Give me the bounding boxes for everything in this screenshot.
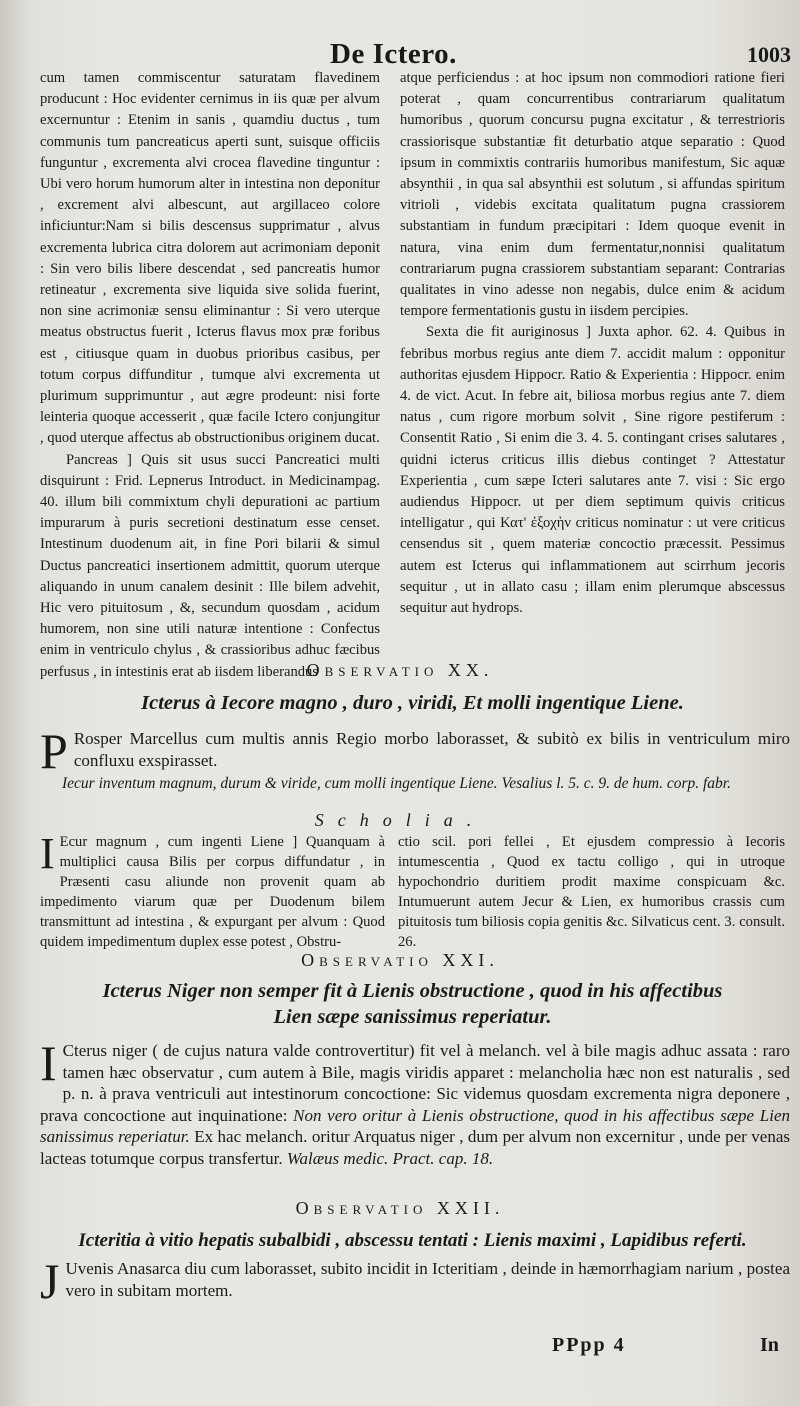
paragraph: Pancreas ] Quis sit usus succi Pancreatici multi disquirunt : Frid. Lepnerus Introduct. in Medicinampag. 40. illum bili commixtum chyli depurationi ac partium impurarum à puris secretioni destinatum esse censet. Intestinum duodenum ait, in fine Pori bilarii & simul Ductus pancreatici insertionem admittit, quorum uterque aliquando in unum canalem desinit : Ille bilem advehit, Hic vero pituitosum , &, secundum quosdam , acidum humorem, non sine utili naturæ intentione : Confectus enim in ventriculo chylus , & crassioribus adhuc fæcibus perfusus , in intestinis erat ab iisdem liberandus (40, 451, 380, 680)
observation-heading: Observatio XX. (306, 660, 494, 680)
citation: Walæus medic. Pract. cap. 18. (286, 1148, 494, 1168)
signature-mark: PPpp 4 (552, 1334, 626, 1356)
right-column (400, 68, 785, 619)
observation-body (40, 1035, 791, 1169)
observation-heading: Observatio XXII. (295, 1198, 505, 1218)
scholia-left-column (40, 829, 385, 952)
citation: Iecur inventum magnum, durum & viride, cum molli ingentique Liene. Vesalius l. 5. c. 9. de hum. corp. fabr. (62, 775, 731, 792)
paragraph: cum tamen commiscentur saturatam flavedinem producunt : Hoc evidenter cernimus in iis quæ per alvum excernuntur : Etenim in sanis , quamdiu ductus , tum communis tum pancreaticus aperti sunt, suisque officiis funguntur , excrementa alvi crocea flavedine tinguntur : Ubi vero horum humorum alter in intestina non deponitur , excrement alvi albescunt, aut argillaceo colore inficiuntur:Nam si bilis descensus supprimatur , alvus excrementa lubrica citra dolorem aut acrimoniam deponit : Sin vero bilis libere descendat , sed pancreatis humor retineatur , excrementa sive liquida sive solida fuerint, non sine acrimoniæ sensu eliminantur : Si vero uterque meatus obstructus fuerit , Icterus flavus mox præ foribus est , citiusque quam in duobus prioribus casibus, per totum corpus diffunditur , tumque alvi excrementa ut plurimum supprimuntur , aut ægre prodeunt: nisi forte leinteria quoque accesserit , quæ facile Ictero conjungitur , quod uterque affectus ab obstructionibus originem ducat. (40, 70, 380, 447)
observation-text: Ex hac melanch. oritur Arquatus niger , dum per alvum non excernitur , unde per venas lacteas totumque corpus transfertur. (40, 1127, 790, 1168)
observation-text: Rosper Marcellus cum multis annis Regio morbo laborasset, & subitò ex bilis in ventriculum miro confluxu exspirasset. (73, 729, 790, 770)
drop-cap: I (40, 829, 55, 878)
paragraph: atque perficiendus : at hoc ipsum non commodiori ratione fieri poterat , quam concurrentibus contrariarum qualitatum humoribus , quorum concursu pugna excitatur , & terrestrioris crassiorisque substantiæ fit deturbatio atque separatio : Quod ipsum in commixtis contrariis humoribus manifestum, Sic aquæ absynthii , in qua sal absynthii est solutum , si affundas spiritum vitrioli , videbis excitata qualitatum pugna crassiorem substantiam in fundum præcipitari : Idem quoque evenit in natura, vina enim dum fermentatur,nonnisi qualitatum contrariarum pugna crassiorem substantiam separant: Contrarias qualitates in vino adesse non negabis, dulce enim & acidum tempore fermentationis gustu in iisdem percipies. (400, 70, 785, 320)
left-column (40, 68, 380, 683)
observation-title: Icterus à Iecore magno , duro , viridi, Et molli ingentique Liene. (141, 692, 684, 714)
observation-heading: Observatio XXI. (301, 950, 499, 970)
catchword: In (760, 1334, 779, 1356)
scholia-heading: Scholia. (314, 810, 486, 830)
paragraph: Sexta die fit auriginosus ] Juxta aphor. 62. 4. Quibus in febribus morbus regius ante diem 7. accidit malum : opponitur authoritas ejusdem Hippocr. Ratio & Experientia : Hippocr. enim 4. de vict. Acut. In febre ait, biliosa morbus regius ante 7. diem natus , cum rigore morbum solvit , Sine rigore pestiferum : Consentit Ratio , Si enim die 3. 4. 5. contingant crises salutares , quidni icterus criticus illis diebus continget ? Attestatur Experientia , cum sæpe Icteri salutares ante 7. visi : Sic ergo audiendus Hippocr. ut per diem septimum quivis criticus intelligatur , qui Κατ' ἐξοχὴν criticus nominatur : ut vere criticus censendus sit , quem materiæ concoctio præcessit. Pessimus autem est Icterus qui inflammationem aut scirrhum jecoris sequitur , ut in allato casu ; illam enim plerumque abscessus sequitur aut hydrops. (400, 324, 785, 617)
drop-cap: J (40, 1253, 60, 1309)
drop-cap: I (40, 1035, 57, 1091)
page-number: 1003 (747, 42, 791, 67)
running-title: De Ictero. (330, 38, 457, 70)
observation-title: Icterus Niger non semper fit à Lienis obstructione , quod in his affectibus Lien sæpe sanissimus reperiatur. (102, 980, 723, 1028)
observation-title: Icteritia à vitio hepatis subalbidi , abscessu tentati : Lienis maximi , Lapidibus referti. (78, 1230, 747, 1251)
observation-text: Cterus niger ( de cujus natura valde controvertitur) fit vel à melanch. vel à bile magis adhuc assata : raro tamen hæc observatur , cum autem à Bile, magis viridis apparet : melancholia hæc non est naturalis , sed p. n. à prava ventriculi aut intestinorum concoctione: Sic videmus quosdam excrementa nigra deponere , prava concoctione aut inquinatione: (40, 1041, 790, 1125)
observation-text: Uvenis Anasarca diu cum laborasset, subito incidit in Icteritiam , deinde in hæmorrhagiam narium , postea vero in subitam mortem. (65, 1259, 790, 1300)
drop-cap: P (40, 723, 68, 779)
italic-sentence: Non vero oritur à Lienis obstructione, quod in his affectibus sæpe Lien sanissimus reperiatur. (40, 1105, 791, 1146)
scholia-right-column: ctio scil. pori fellei , Et ejusdem compressio à Iecoris intumescentia , Quod ex tactu colligo , qui in utroque hypochondrio duritiem prodit maxime conspicuam &c. Intumuerunt autem Jecur & Lien, ex humoribus crassis cum pituitosis tum biliosis copia genitis &c. Silvaticus cent. 3. consult. 26. (398, 834, 785, 950)
observation-body (40, 1253, 790, 1309)
scholia-text: Ecur magnum , cum ingenti Liene ] Quanquam à multiplici causa Bilis per corpus diffundatur , in Præsenti casu aliunde non provenit quam ab impedimento viarum quæ per Duodenum bilem transmittunt ad intestina , & expurgant per alvum : Quod quidem impedimentum duplex esse potest , Obstru- (40, 834, 385, 950)
observation-body (40, 723, 790, 795)
